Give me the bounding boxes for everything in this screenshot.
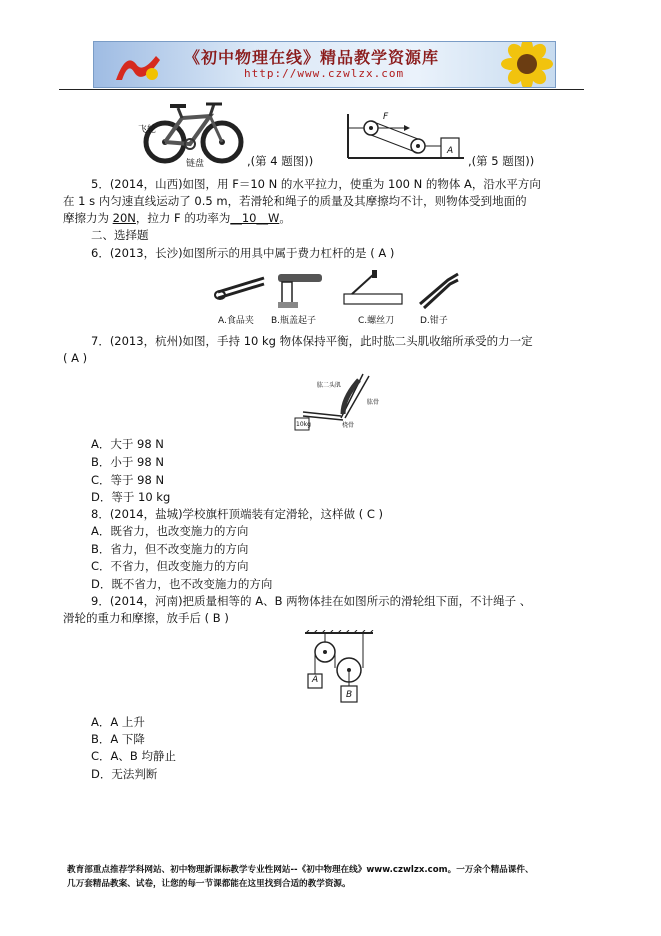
footer-line-2: 几万套精品教案、试卷，让您的每一节课都能在这里找到合适的教学资源。 bbox=[67, 879, 351, 889]
label-radius: 桡骨 bbox=[342, 422, 355, 429]
q5-answer-friction: 20N bbox=[112, 211, 136, 225]
q8-option-d: D．既不省力，也不改变施力的方向 bbox=[91, 577, 273, 591]
tool-label-d: D.钳子 bbox=[420, 316, 448, 326]
q5-line-3-end: 。 bbox=[279, 211, 291, 225]
q8-option-b: B．省力，但不改变施力的方向 bbox=[91, 542, 249, 556]
q9-option-d: D．无法判断 bbox=[91, 767, 158, 781]
caption-figure-5: ,(第 5 题图)) bbox=[468, 154, 535, 168]
q7-option-c: C．等于 98 N bbox=[91, 473, 165, 487]
q8-line-1: 8．(2014，盐城)学校旗杆顶端装有定滑轮，这样做 ( C ) bbox=[91, 507, 384, 521]
pliers-icon bbox=[420, 274, 458, 308]
q7-line-1: 7．(2013，杭州)如图，手持 10 kg 物体保持平衡，此时肱二头肌收缩所承受的力一定 bbox=[91, 334, 533, 348]
label-flywheel: 飞轮 bbox=[138, 125, 157, 135]
header-rule bbox=[59, 89, 584, 90]
label-object-a: A bbox=[447, 146, 454, 156]
label-weight: 10kg bbox=[296, 421, 311, 428]
label-pulley-a: A bbox=[312, 675, 319, 685]
q5-line-3-pre: 摩擦力为 bbox=[63, 211, 113, 225]
q6-text: 6．(2013，长沙)如图所示的用具中属于费力杠杆的是 ( A ) bbox=[91, 246, 395, 260]
tool-label-a: A.食品夹 bbox=[218, 316, 254, 326]
label-force-f: F bbox=[383, 112, 389, 122]
banner-title: 《初中物理在线》精品教学资源库 bbox=[184, 48, 440, 67]
label-pulley-b: B bbox=[346, 690, 353, 700]
pulley-figure-9 bbox=[303, 630, 375, 706]
label-biceps: 肱二头肌 bbox=[317, 382, 342, 389]
q9-line-1: 9．(2014，河南)把质量相等的 A、B 两物体挂在如图所示的滑轮组下面，不计绳子 、 bbox=[91, 594, 532, 608]
q5-line-1: 5．(2014，山西)如图，用 F＝10 N 的水平拉力，使重为 100 N 的物体 A，沿水平方向 bbox=[91, 177, 541, 191]
q9-option-c: C．A、B 均静止 bbox=[91, 749, 176, 763]
q8-option-a: A．既省力，也改变施力的方向 bbox=[91, 524, 249, 538]
q9-option-a: A．A 上升 bbox=[91, 715, 145, 729]
tool-label-b: B.瓶盖起子 bbox=[271, 316, 317, 326]
q5-line-3-mid: ，拉力 F 的功率为 bbox=[135, 211, 231, 225]
q9-option-b: B．A 下降 bbox=[91, 732, 145, 746]
page-footer bbox=[67, 863, 607, 891]
sunflower-icon bbox=[489, 42, 555, 87]
banner-url: http://www.czwlzx.com bbox=[244, 67, 405, 80]
tool-label-c: C.螺丝刀 bbox=[358, 316, 395, 326]
q5-line-3 bbox=[63, 210, 291, 226]
bottle-opener-icon bbox=[278, 274, 322, 308]
q7-option-a: A．大于 98 N bbox=[91, 437, 164, 451]
tongs-icon bbox=[215, 278, 264, 299]
q8-option-c: C．不省力，但改变施力的方向 bbox=[91, 559, 249, 573]
q7-option-b: B．小于 98 N bbox=[91, 455, 164, 469]
screwdriver-icon bbox=[344, 270, 402, 304]
q5-line-2: 在 1 s 内匀速直线运动了 0.5 m，若滑轮和绳子的质量及其摩擦均不计，则物体受到地面的 bbox=[63, 194, 527, 208]
header-banner bbox=[93, 41, 556, 88]
footer-line-1: 教育部重点推荐学科网站、初中物理新课标教学专业性网站--《初中物理在线》www.czwlzx.com。一万余个精品课件、 bbox=[67, 865, 534, 875]
site-logo-icon bbox=[112, 46, 168, 84]
q9-line-2: 滑轮的重力和摩擦，放手后 ( B ) bbox=[63, 611, 229, 625]
section-choice-title: 二、选择题 bbox=[91, 228, 149, 242]
caption-figure-4: ,(第 4 题图)) bbox=[247, 154, 314, 168]
q7-option-d: D．等于 10 kg bbox=[91, 490, 171, 504]
label-chainring: 链盘 bbox=[186, 159, 205, 169]
tools-figure bbox=[212, 270, 460, 312]
q5-answer-power: __10__W bbox=[230, 211, 280, 225]
q7-line-2: ( A ) bbox=[63, 351, 88, 365]
label-humerus: 肱骨 bbox=[367, 399, 380, 406]
